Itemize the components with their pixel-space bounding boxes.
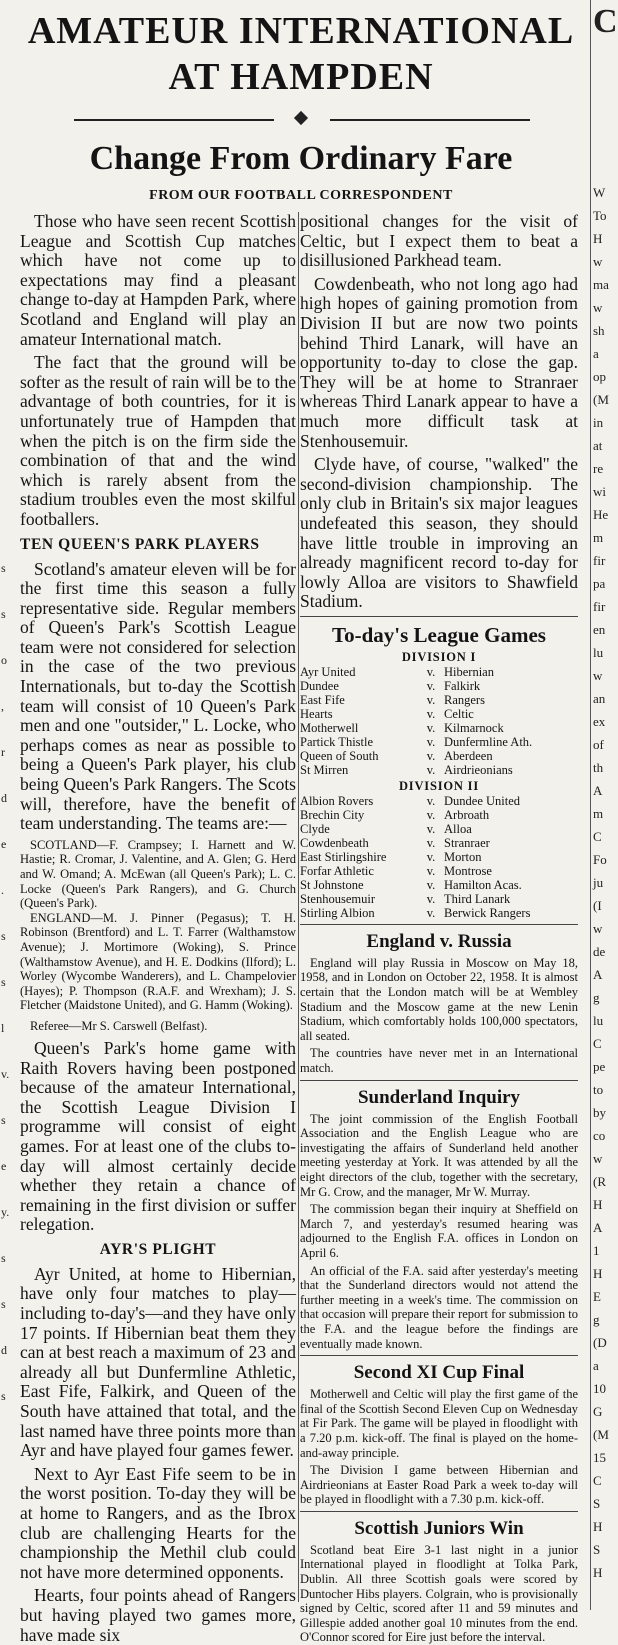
paragraph: Clyde have, of course, "walked" the second-division championship. The only club in Britain's six major leagues undefeated this season, they should have little trouble in improving an already magnificent record to-day for lowly Alloa are visitors to Shawfield Stadium. — [300, 454, 578, 612]
section-rule — [300, 1355, 578, 1356]
away-team: Morton — [444, 849, 482, 864]
fixture-row — [300, 864, 578, 878]
subheadline: Change From Ordinary Fare — [89, 140, 513, 177]
edge-fragment: pe — [593, 1059, 606, 1074]
edge-fragment: a — [593, 346, 599, 361]
edge-fragment: de — [593, 944, 606, 959]
paragraph: Cowdenbeath, who not long ago had high hopes of gaining promotion from Division II but are now two points behind Third Lanark, will have an opportunity to-day to close the gap. They will be at home to Stranraer whereas Third Lanark appear to have a much more difficult task at Stenhousemuir. — [300, 273, 578, 451]
masthead — [14, 8, 588, 100]
column-2 — [300, 211, 578, 1645]
fixture-row — [300, 850, 578, 864]
edge-fragment: ma — [593, 277, 609, 292]
versus: v. — [426, 762, 436, 777]
edge-fragment: C — [593, 1473, 602, 1488]
edge-fragment: s — [1, 1113, 6, 1127]
edge-fragment: C — [593, 829, 602, 844]
masthead-line2: AT HAMPDEN — [168, 56, 434, 98]
edge-fragment: w — [593, 921, 603, 936]
away-team: Rangers — [444, 692, 485, 707]
edge-fragment: an — [593, 691, 606, 706]
edge-fragment: th — [593, 760, 604, 775]
paragraph: The Division I game between Hibernian and Airdrieonians at Easter Road Park a week to-day will be played in floodlight with a 7.30 p.m. kick-off. — [300, 1463, 578, 1507]
edge-fragment: 10 — [593, 1381, 606, 1396]
edge-fragment: o — [1, 653, 7, 667]
edge-fragment: g — [593, 1312, 600, 1327]
away-team: Berwick Rangers — [444, 905, 531, 920]
home-team: Stenhousemuir — [300, 891, 375, 906]
away-team: Montrose — [444, 863, 492, 878]
edge-fragment: r — [1, 745, 5, 759]
edge-fragment: m — [593, 530, 604, 545]
edge-fragment: C — [593, 1036, 602, 1051]
crosshead: TEN QUEEN'S PARK PLAYERS — [20, 535, 260, 553]
fixture-row — [300, 836, 578, 850]
edge-fragment: W — [593, 185, 606, 200]
home-team: Hearts — [300, 706, 333, 721]
home-team: Queen of South — [300, 748, 379, 763]
versus: v. — [426, 863, 436, 878]
home-team: Brechin City — [300, 807, 365, 822]
home-team: Cowdenbeath — [300, 835, 369, 850]
edge-fragment: A — [593, 783, 603, 798]
home-team: St Mirren — [300, 762, 349, 777]
edge-fragment: e — [1, 1159, 7, 1173]
paragraph: Those who have seen recent Scottish League and Scottish Cup matches which have not come up to expectations may find a pleasant change to-day at Hampden Park, where Scotland and England will play an amateur International match. — [20, 211, 297, 349]
edge-fragment: s — [1, 929, 6, 943]
section-rule — [300, 924, 578, 925]
edge-fragment: pa — [593, 576, 606, 591]
away-team: Dundee United — [444, 793, 521, 808]
edge-fragment: lu — [593, 1013, 604, 1028]
fixture-row — [300, 735, 578, 749]
section-title: Scottish Juniors Win — [354, 1517, 524, 1539]
home-team: Ayr United — [300, 664, 356, 679]
versus: v. — [426, 748, 436, 763]
edge-fragment: to — [593, 1082, 604, 1097]
versus: v. — [426, 821, 436, 836]
section-rule — [300, 1080, 578, 1081]
edge-fragment: l — [1, 1021, 5, 1035]
edge-fragment: H — [593, 1266, 603, 1281]
home-team: St Johnstone — [300, 877, 364, 892]
fixture-row — [300, 763, 578, 777]
versus: v. — [426, 849, 436, 864]
edge-fragment: ex — [593, 714, 606, 729]
edge-fragment: A — [593, 1220, 603, 1235]
paragraph: Hearts, four points ahead of Rangers but having played two games more, have made six — [20, 1585, 296, 1645]
edge-fragment: w — [593, 300, 603, 315]
right-edge-heading: C — [593, 3, 618, 40]
away-team: Arbroath — [444, 807, 490, 822]
versus: v. — [426, 706, 436, 721]
edge-fragment: s — [1, 1389, 6, 1403]
edge-fragment: co — [593, 1128, 606, 1143]
edge-fragment: d — [1, 791, 7, 805]
paragraph: Next to Ayr East Fife seem to be in the worst position. To-day they will be at home to Rangers, and as the Ibrox club are challenging Hearts for the championship the Methil club could not have more determined opponents. — [20, 1463, 296, 1582]
edge-fragment: w — [593, 1151, 603, 1166]
away-team: Third Lanark — [444, 891, 511, 906]
versus: v. — [426, 734, 436, 749]
edge-fragment: He — [593, 507, 609, 522]
away-team: Hamilton Acas. — [444, 877, 522, 892]
masthead-line1: AMATEUR INTERNATIONAL — [27, 10, 575, 52]
home-team: East Stirlingshire — [300, 849, 387, 864]
paragraph: positional changes for the visit of Celtic, but I expect them to beat a disillusioned Parkhead team. — [300, 211, 578, 271]
edge-fragment: fir — [593, 553, 606, 568]
edge-fragment: wi — [593, 484, 606, 499]
edge-fragment: , — [1, 699, 4, 713]
column-1 — [20, 211, 297, 1645]
fixture-row — [300, 721, 578, 735]
ornament-rule — [74, 118, 534, 122]
edge-fragment: g — [593, 990, 600, 1005]
edge-fragment: G — [593, 1404, 603, 1419]
edge-fragment: e — [1, 837, 7, 851]
home-team: Clyde — [300, 821, 330, 836]
fixture-row — [300, 707, 578, 721]
edge-fragment: To — [593, 208, 607, 223]
fixture-row — [300, 878, 578, 892]
away-team: Falkirk — [444, 678, 481, 693]
versus: v. — [426, 905, 436, 920]
edge-fragment: s — [1, 607, 6, 621]
versus: v. — [426, 835, 436, 850]
edge-fragment: Fo — [593, 852, 607, 867]
edge-fragment: m — [593, 806, 604, 821]
away-team: Kilmarnock — [444, 720, 504, 735]
section-title: England v. Russia — [366, 930, 512, 952]
home-team: Partick Thistle — [300, 734, 374, 749]
edge-fragment: a — [593, 1358, 599, 1373]
versus: v. — [426, 678, 436, 693]
away-team: Airdrieonians — [444, 762, 513, 777]
paragraph: The commission began their inquiry at Sheffield on March 7, and yesterday's resumed hearing was adjourned to the English F.A. offices in London on April 6. — [300, 1202, 578, 1260]
edge-fragment: A — [593, 967, 603, 982]
edge-fragment: H — [593, 1565, 603, 1580]
edge-fragment: in — [593, 415, 604, 430]
edge-fragment: s — [1, 975, 6, 989]
edge-fragment: at — [593, 438, 603, 453]
home-team: Dundee — [300, 678, 339, 693]
home-team: Stirling Albion — [300, 905, 375, 920]
league-games-title: To-day's League Games — [332, 622, 546, 647]
section-rule — [300, 1511, 578, 1512]
away-team: Celtic — [444, 706, 474, 721]
section-title: Second XI Cup Final — [353, 1362, 525, 1384]
fixture-row — [300, 679, 578, 693]
versus: v. — [426, 664, 436, 679]
fixture-row — [300, 693, 578, 707]
paragraph: Queen's Park's home game with Raith Rovers having been postponed because of the amateur International, the Scottish League Division I programme will consist of eight games. For at least one of the clubs to-day will almost certainly decide whether they retain a chance of remaining in the first division or suffer relegation. — [20, 1037, 296, 1235]
edge-fragment: H — [593, 1197, 603, 1212]
edge-fragment: by — [593, 1105, 606, 1120]
fixture-row — [300, 892, 578, 906]
crosshead: AYR'S PLIGHT — [99, 1240, 217, 1258]
division-2-title: DIVISION II — [398, 778, 479, 793]
paragraph: An official of the F.A. said after yesterday's meeting that the Sunderland directors would not attend the further meeting in a week's time. The commission on that occasion will prepare their report for submission to the F.A. and the league before the findings are eventually made known. — [300, 1263, 578, 1351]
edge-fragment: (M — [593, 1427, 609, 1442]
edge-fragment: s — [1, 561, 6, 575]
right-edge-fragments — [590, 0, 618, 1610]
team-england: ENGLAND—M. J. Pinner (Pegasus); T. H. Robinson (Brentford) and L. T. Farrer (Walthamstow Avenue); J. Mortimore (Woking), S. Prince (Walthamstow Avenue), and H. E. Dodkins (Ilford); L. Worley (Wycombe Wanderers), and L. Champelovier (Hayes); P. Thompson (R.A.F. and Wrexham); J. S. Fletcher (Maidstone United), and G. Hamm (Woking). — [20, 910, 296, 1013]
edge-fragment: s — [1, 1297, 6, 1311]
referee: Referee—Mr S. Carswell (Belfast). — [30, 1018, 208, 1033]
team-scotland: SCOTLAND—F. Crampsey; I. Harnett and W. Hastie; R. Cromar, J. Valentine, and A. Glen; G. Herd and W. Omand; A. McEwan (all Queen's Park); L. C. Locke (Queen's Park Rangers), and G. Church (Queen's Park). — [20, 837, 296, 911]
edge-fragment: w — [593, 668, 603, 683]
home-team: Motherwell — [300, 720, 359, 735]
edge-fragment: 15 — [593, 1450, 606, 1465]
edge-fragment: v. — [1, 1067, 10, 1081]
fixture-row — [300, 794, 578, 808]
edge-fragment: H — [593, 1519, 603, 1534]
fixture-row — [300, 808, 578, 822]
fixture-row — [300, 749, 578, 763]
edge-fragment: y. — [1, 1205, 10, 1219]
paragraph: England will play Russia in Moscow on May 18, 1958, and in London on October 22, 1958. It is almost certain that the London match will be at Wembley Stadium and the Moscow game at the new Lenin Stadium, which comfortably holds 100,000 spectators, all seated. — [300, 955, 578, 1043]
edge-fragment: E — [593, 1289, 601, 1304]
paragraph: Motherwell and Celtic will play the first game of the final of the Scottish Second Eleven Cup on Wednesday at Fir Park. The game will be played in floodlight with a 7.20 p.m. kick-off. The final is played on the home-and-away principle. — [300, 1387, 578, 1460]
edge-fragment: s — [1, 1251, 6, 1265]
home-team: Albion Rovers — [300, 793, 374, 808]
edge-fragment: sh — [593, 323, 605, 338]
versus: v. — [426, 793, 436, 808]
edge-fragment: en — [593, 622, 606, 637]
edge-fragment: S — [593, 1542, 601, 1557]
edge-fragment: of — [593, 737, 604, 752]
division-2-fixtures — [300, 794, 578, 920]
column-divider — [298, 212, 299, 1602]
away-team: Stranraer — [444, 835, 490, 850]
paragraph: Scotland beat Eire 3-1 last night in a junior International played in floodlight at Tolka Park, Dublin. All three Scottish goals were scored by Duntocher Hibs players. Colgrain, who is provisionally signed by Celtic, scored after 11 and 59 minutes and Gillespie added another goal 10 minutes from the end. O'Connor scored for Eire just before the interval. — [300, 1542, 578, 1645]
edge-fragment: re — [593, 461, 604, 476]
edge-fragment: (I — [593, 898, 602, 913]
edge-fragment: H — [593, 231, 603, 246]
home-team: East Fife — [300, 692, 345, 707]
away-team: Dunfermline Ath. — [444, 734, 533, 749]
versus: v. — [426, 692, 436, 707]
fixture-row — [300, 906, 578, 920]
versus: v. — [426, 807, 436, 822]
edge-fragment: (M — [593, 392, 609, 407]
section-title: Sunderland Inquiry — [357, 1086, 521, 1108]
edge-fragment: 1 — [593, 1243, 600, 1258]
paragraph: The joint commission of the English Football Association and the English League who are investigating the affairs of Sunderland held another meeting yesterday at York. It was attended by all the eight directors of the club, together with the secretary, Mr G. Crow, and the manager, Mr W. Murray. — [300, 1111, 578, 1199]
fixture-row — [300, 665, 578, 679]
versus: v. — [426, 720, 436, 735]
byline: FROM OUR FOOTBALL CORRESPONDENT — [149, 188, 453, 203]
paragraph: The fact that the ground will be softer as the result of rain will be to the advantage of both countries, for it is unfortunately true of Hampden that when the pitch is on the firm side the combination of that and the wind which is rarely absent from the stadium troubles even the most skilful footballers. — [20, 352, 296, 529]
away-team: Aberdeen — [444, 748, 493, 763]
away-team: Alloa — [444, 821, 472, 836]
division-1-title: DIVISION I — [401, 649, 477, 664]
paragraph: Scotland's amateur eleven will be for the first time this season a fully representative side. Regular members of Queen's Park's Scottish League team were not considered for selection in the case of the two previous Internationals, but to-day the Scottish team will consist of 10 Queen's Park men and one "outsider," L. Locke, who perhaps comes as near as possible to being a Queen's Park player, his club being Queen's Park Rangers. The Scots will, therefore, have the benefit of team understanding. The teams are:— — [20, 558, 296, 834]
edge-fragment: ju — [593, 875, 604, 890]
home-team: Forfar Athletic — [300, 863, 374, 878]
edge-fragment: . — [1, 883, 4, 897]
edge-fragment: (R — [593, 1174, 606, 1189]
left-edge-fragments — [0, 0, 12, 1610]
division-1-fixtures — [300, 665, 578, 777]
edge-fragment: d — [1, 1343, 7, 1357]
paragraph: The countries have never met in an International match. — [300, 1046, 578, 1076]
fixture-row — [300, 822, 578, 836]
edge-fragment: fir — [593, 599, 606, 614]
edge-fragment: lu — [593, 645, 604, 660]
paragraph: Ayr United, at home to Hibernian, have only four matches to play—including to-day's—and they have only 17 points. If Hibernian beat them they can at best reach a maximum of 23 and already all but Dunfermline Athletic, East Fife, Falkirk, and Queen of the South have attained that total, and the last named have three points more than Ayr and have played four games fewer. — [20, 1263, 296, 1461]
section-rule — [300, 616, 578, 617]
edge-fragment: w — [593, 254, 603, 269]
edge-fragment: S — [593, 1496, 601, 1511]
edge-fragment: (D — [593, 1335, 607, 1350]
edge-fragment: op — [593, 369, 606, 384]
versus: v. — [426, 891, 436, 906]
away-team: Hibernian — [444, 664, 494, 679]
versus: v. — [426, 877, 436, 892]
